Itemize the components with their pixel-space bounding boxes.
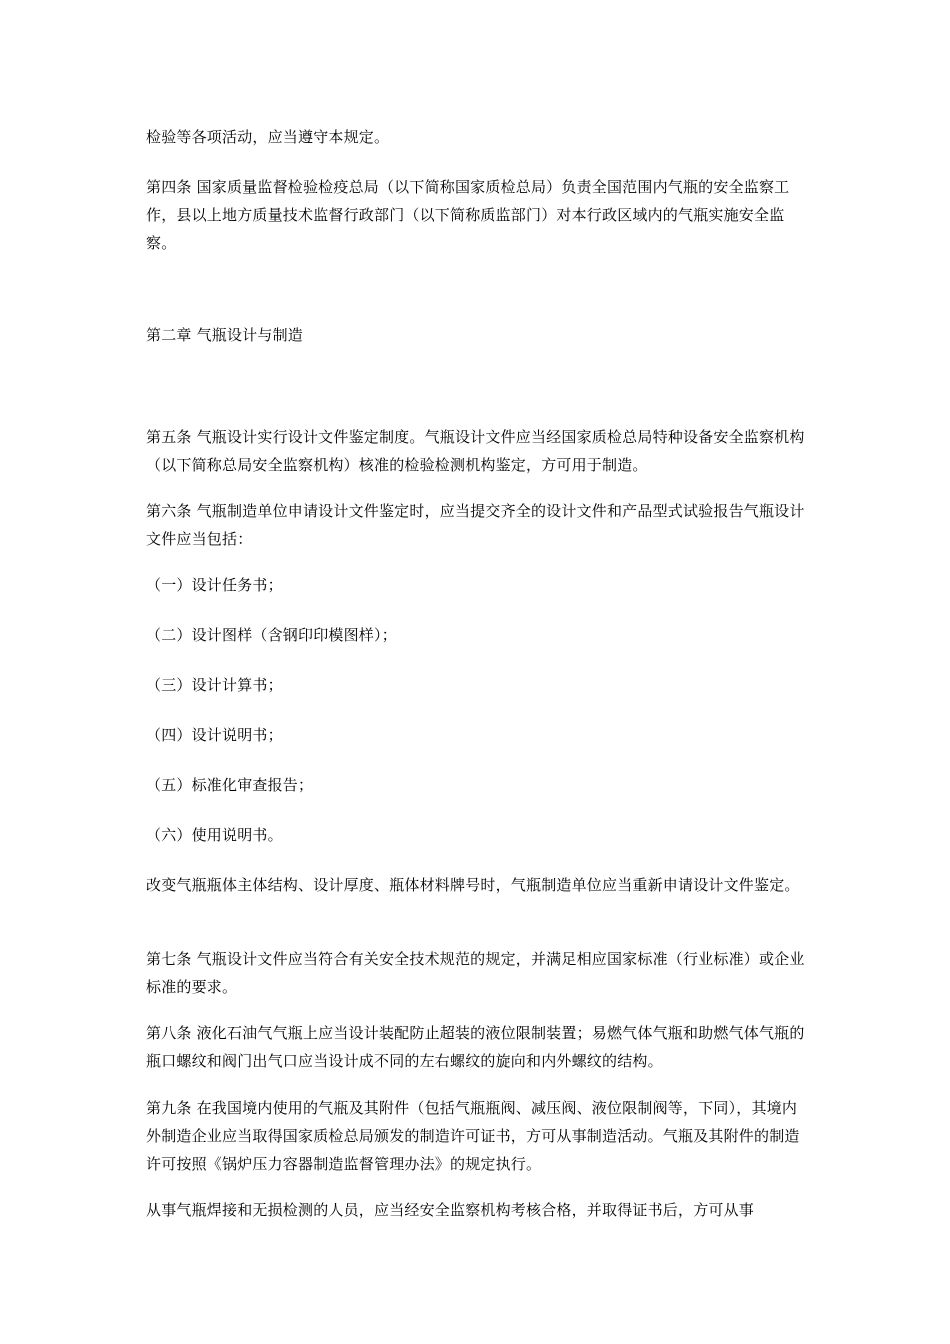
paragraph-design-change: 改变气瓶瓶体主体结构、设计厚度、瓶体材料牌号时，气瓶制造单位应当重新申请设计文件鉴定。 — [146, 876, 800, 894]
paragraph-intro-tail: 检验等各项活动，应当遵守本规定。 — [146, 128, 390, 146]
paragraph-article-6: 第六条 气瓶制造单位申请设计文件鉴定时，应当提交齐全的设计文件和产品型式试验报告气瓶设计文件应当包括： — [146, 502, 805, 548]
paragraph-welding-personnel: 从事气瓶焊接和无损检测的人员，应当经安全监察机构考核合格，并取得证书后，方可从事 — [146, 1201, 755, 1219]
chapter-2-heading: 第二章 气瓶设计与制造 — [146, 326, 303, 344]
paragraph-article-9: 第九条 在我国境内使用的气瓶及其附件（包括气瓶瓶阀、减压阀、液位限制阀等，下同），其境内外制造企业应当取得国家质检总局颁发的制造许可证书，方可从事制造活动。气瓶及其附件的制造许可按照《锅炉压力容器制造监督管理办法》的规定执行。 — [146, 1099, 800, 1173]
list-item-4: （四）设计说明书； — [146, 726, 283, 744]
list-item-3: （三）设计计算书； — [146, 676, 283, 694]
list-item-2: （二）设计图样（含钢印印模图样）； — [146, 626, 397, 644]
paragraph-article-8: 第八条 液化石油气气瓶上应当设计装配防止超装的液位限制装置；易燃气体气瓶和助燃气体气瓶的瓶口螺纹和阀门出气口应当设计成不同的左右螺纹的旋向和内外螺纹的结构。 — [146, 1024, 805, 1070]
list-item-1: （一）设计任务书； — [146, 576, 283, 594]
list-item-6: （六）使用说明书。 — [146, 826, 283, 844]
paragraph-article-4: 第四条 国家质量监督检验检疫总局（以下简称国家质检总局）负责全国范围内气瓶的安全监察工作，县以上地方质量技术监督行政部门（以下简称质监部门）对本行政区域内的气瓶实施安全监察。 — [146, 178, 790, 252]
paragraph-article-7: 第七条 气瓶设计文件应当符合有关安全技术规范的规定，并满足相应国家标准（行业标准）或企业标准的要求。 — [146, 950, 805, 996]
paragraph-article-5: 第五条 气瓶设计实行设计文件鉴定制度。气瓶设计文件应当经国家质检总局特种设备安全监察机构（以下简称总局安全监察机构）核准的检验检测机构鉴定，方可用于制造。 — [146, 428, 805, 474]
list-item-5: （五）标准化审查报告； — [146, 776, 314, 794]
